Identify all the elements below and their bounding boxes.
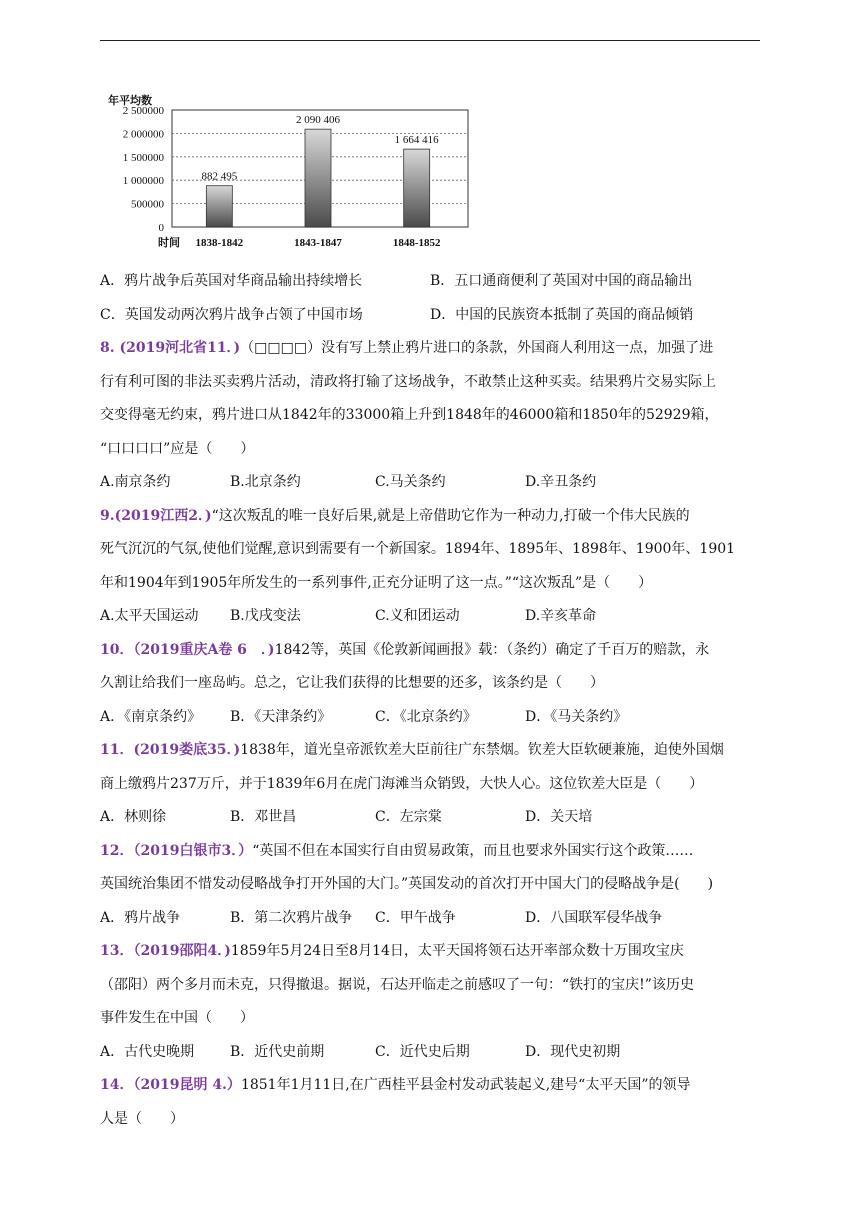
question-9-line [100, 500, 764, 534]
data-label: 882 495 [201, 170, 238, 183]
question-8-line [100, 332, 764, 366]
data-label: 2 090 406 [296, 114, 340, 127]
answer-option[interactable]: D．关天培 [525, 809, 593, 825]
answer-option[interactable]: B．《天津条约》 [230, 708, 332, 725]
question-text: 1851年1月11日,在广西桂平县金村发动武装起义,建号“太平天国”的领导 [240, 1077, 691, 1093]
answer-option[interactable]: C.马关条约 [375, 474, 446, 490]
question-8-line [100, 366, 764, 400]
question-11-line [100, 768, 764, 802]
question-text: 事件发生在中国（ ） [100, 1010, 254, 1026]
question-text: “英国不但在本国实行自由贸易政策，而且也要求外国实行这个政策…… [252, 842, 694, 859]
answer-option[interactable]: C.义和团运动 [375, 608, 460, 624]
data-label: 1 664 416 [394, 134, 439, 147]
question-text: 行有利可图的非法买卖鸦片活动，清政将打输了这场战争，不敢禁止这种买卖。结果鸦片交易实际上 [100, 373, 716, 390]
q7-options-row-2 [100, 299, 764, 333]
question-text: （邵阳）两个多月而未克，只得撤退。据说，石达开临走之前感叹了一句：“铁打的宝庆!”该历史 [100, 976, 694, 993]
x-tick-label: 1848-1852 [392, 237, 441, 249]
question-12-line [100, 868, 764, 902]
question-9-line [100, 533, 764, 567]
question-text: 商上缴鸦片237万斤，并于1839年6月在虎门海滩当众销毁，大快人心。这位钦差大臣是（ ） [100, 775, 704, 792]
answer-option[interactable]: C．左宗棠 [375, 809, 442, 825]
question-9-options [100, 600, 764, 634]
question-10-line [100, 634, 764, 668]
question-11-line [100, 734, 764, 768]
question-12-options [100, 902, 764, 936]
y-axis-title: 年平均数 [108, 94, 152, 107]
header-rule [100, 40, 760, 41]
y-tick-label: 2 500000 [122, 105, 164, 117]
answer-option[interactable]: A．鸦片战争 [100, 909, 181, 926]
answer-option[interactable]: C．《北京条约》 [375, 708, 477, 725]
question-8-line [100, 399, 764, 433]
question-text: “这次叛乱的唯一良好后果,就是上帝借助它作为一种动力,打破一个伟大民族的 [211, 507, 690, 524]
question-text: 死气沉沉的气氛,使他们觉醒,意识到需要有一个新国家。1894年、1895年、1898年、1900年、1901 [100, 541, 736, 557]
x-tick-label: 1838-1842 [195, 237, 244, 249]
question-text: 人是（ ） [100, 1110, 184, 1127]
y-tick-label: 2 000000 [122, 128, 164, 141]
question-text: 英国统治集团不惜发动侵略战争打开外国的大门。”英国发动的首次打开中国大门的侵略战争是( ) [100, 876, 714, 892]
bar-1838-1842 [206, 186, 232, 227]
question-text: 1838年，道光皇帝派钦差大臣前往广东禁烟。钦差大臣软硬兼施，迫使外国烟 [240, 742, 724, 758]
answer-option[interactable]: B.戊戌变法 [230, 608, 301, 624]
question-8-options [100, 466, 764, 500]
answer-option[interactable]: B.北京条约 [230, 474, 301, 490]
answer-option[interactable]: D．现代史初期 [525, 1043, 621, 1060]
q7-option-d[interactable]: D．中国的民族资本抵制了英国的商品倾销 [430, 306, 694, 323]
answer-option[interactable]: B．邓世昌 [230, 809, 297, 825]
question-9-line [100, 567, 764, 601]
question-11-options [100, 801, 764, 835]
q7-option-a[interactable]: A．鸦片战争后英国对华商品输出持续增长 [100, 273, 363, 289]
answer-option[interactable]: A.南京条约 [100, 474, 171, 490]
question-number: 12．（2019白银市3．） [100, 842, 253, 859]
answer-option[interactable]: B．第二次鸦片战争 [230, 909, 353, 926]
bar-1843-1847 [305, 129, 331, 227]
question-10-line [100, 667, 764, 701]
question-text: （□□□□）没有写上禁止鸦片进口的条款，外国商人利用这一点，加强了进 [240, 340, 714, 356]
answer-option[interactable]: B．近代史前期 [230, 1043, 325, 1060]
question-text: “口口口口”应是（ ） [100, 440, 255, 457]
x-axis-title: 时间 [158, 236, 180, 249]
question-13-line [100, 935, 764, 969]
question-number: 8. (2019河北省11．) [100, 340, 241, 356]
q7-option-c[interactable]: C．英国发动两次鸦片战争占领了中国市场 [100, 306, 363, 323]
x-tick-label: 1843-1847 [294, 237, 342, 249]
question-8-line [100, 433, 764, 467]
question-14-line [100, 1069, 764, 1103]
question-12-line [100, 835, 764, 869]
answer-option[interactable]: A．古代史晚期 [100, 1043, 195, 1060]
answer-option[interactable]: C．近代史后期 [375, 1043, 470, 1060]
question-13-options [100, 1036, 764, 1070]
question-number: 13．（2019邵阳4．) [100, 943, 231, 959]
answer-option[interactable]: D．《马关条约》 [525, 708, 628, 725]
y-tick-label: 0 [158, 222, 164, 234]
q7-option-b[interactable]: B．五口通商便利了英国对中国的商品输出 [430, 273, 693, 289]
answer-option[interactable]: A．林则徐 [100, 809, 167, 825]
answer-option[interactable]: D.辛丑条约 [525, 474, 597, 490]
question-list [100, 265, 764, 1136]
bar-1848-1852 [404, 149, 430, 227]
y-tick-label: 1 000000 [122, 175, 164, 188]
question-number: 9.(2019江西2．) [100, 507, 212, 524]
question-text: 年和1904年到1905年所发生的一系列事件,正充分证明了这一点。”“这次叛乱”是（ ） [100, 574, 653, 591]
question-text: 交变得毫无约束，鸦片进口从1842年的33000箱上升到1848年的46000箱和1850年的52929箱， [100, 407, 719, 423]
answer-option[interactable]: A.太平天国运动 [100, 608, 199, 624]
question-14-line [100, 1103, 764, 1137]
question-text: 1859年5月24日至8月14日，太平天国将领石达开率部众数十万围攻宝庆 [230, 943, 684, 959]
answer-option[interactable]: C．甲午战争 [375, 909, 456, 926]
y-tick-label: 1 500000 [122, 151, 164, 164]
question-10-options [100, 701, 764, 735]
question-text: 久割让给我们一座岛屿。总之，它让我们获得的比想要的还多，该条约是（ ） [100, 675, 604, 691]
question-number: 10．（2019重庆A卷 6 ．) [100, 641, 275, 658]
question-number: 11．(2019娄底35．) [100, 742, 241, 758]
y-tick-label: 500000 [131, 198, 164, 211]
answer-option[interactable]: A．《南京条约》 [100, 708, 202, 725]
q7-options-row-1 [100, 265, 764, 299]
question-13-line [100, 1002, 764, 1036]
answer-option[interactable]: D．八国联军侵华战争 [525, 909, 663, 926]
answer-option[interactable]: D.辛亥革命 [525, 608, 597, 624]
question-text: 1842等，英国《伦敦新闻画报》载：（条约）确定了千百万的赔款，永 [274, 641, 710, 658]
question-number: 14．（2019昆明 4.） [100, 1077, 241, 1093]
opium-import-bar-chart [100, 90, 480, 255]
question-13-line [100, 969, 764, 1003]
